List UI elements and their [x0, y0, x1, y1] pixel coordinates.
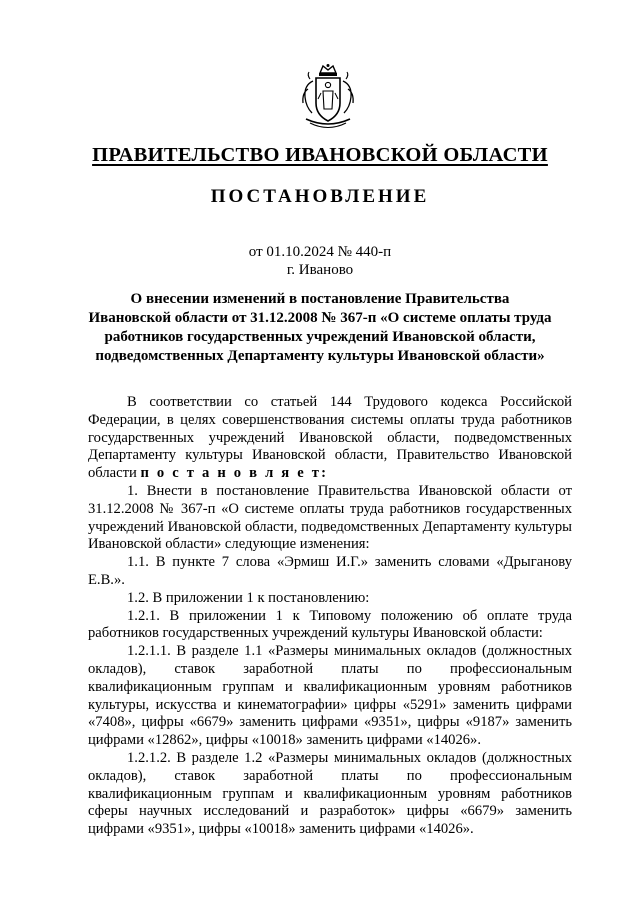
subject-line: работников государственных учреждений Ивановской области,: [104, 329, 536, 345]
document-body: [88, 394, 572, 839]
subject-line: Ивановской области от 31.12.2008 № 367-п «О системе оплаты труда: [88, 310, 552, 326]
preamble-text: В соответствии со статьей 144 Трудового кодекса Российской Федерации, в целях совершенствования системы оплаты труда работников государственных учреждений Ивановской области, подведомственных Департаменту культуры Ивановской области, Правительство Ивановской области: [88, 394, 572, 482]
paragraph-1-1: 1.1. В пункте 7 слова «Эрмиш И.Г.» заменить словами «Дрыганову Е.В.».: [88, 554, 572, 588]
ivanovo-coat-of-arms-icon: [296, 63, 360, 133]
paragraph-1-2-1-2: 1.2.1.2. В разделе 1.2 «Размеры минимальных окладов (должностных окладов), ставок заработной платы по профессиональным квалификационным группам и квалификационным уровням работников сферы научных исследований и разработок» цифры «6679» заменить цифрами «9351», цифры «10018» заменить цифрами «14026».: [88, 749, 572, 838]
document-city: г. Иваново: [286, 262, 354, 278]
paragraph-1-2-1-1: 1.2.1.1. В разделе 1.1 «Размеры минимальных окладов (должностных окладов), ставок заработной платы по профессиональным квалификационным группам и квалификационным уровням работников культуры, искусства и кинематографии» цифры «5291» заменить цифрами «7408», цифры «6679» заменить цифрами «9351», цифры «9187» заменить цифрами «12862», цифры «10018» заменить цифрами «14026».: [88, 643, 572, 749]
document-type-heading: ПОСТАНОВЛЕНИЕ: [210, 186, 430, 207]
paragraph-1-2-1: 1.2.1. В приложении 1 к Типовому положению об оплате труда работников государственных учреждений культуры Ивановской области:: [88, 607, 572, 642]
subject-line: подведомственных Департаменту культуры Ивановской области»: [95, 348, 545, 364]
document-date-number: от 01.10.2024 № 440-п: [248, 244, 392, 260]
paragraph-1-2: 1.2. В приложении 1 к постановлению:: [127, 589, 370, 606]
document-subject: [80, 290, 560, 366]
decree-word: п о с т а н о в л я е т:: [140, 465, 329, 482]
government-name: ПРАВИТЕЛЬСТВО ИВАНОВСКОЙ ОБЛАСТИ: [92, 144, 548, 166]
subject-line: О внесении изменений в постановление Правительства: [130, 291, 510, 307]
paragraph-1: 1. Внести в постановление Правительства Ивановской области от 31.12.2008 № 367-п «О системе оплаты труда работников государственных учреждений Ивановской области, подведомственных Департаменту культуры Ивановской области» следующие изменения:: [88, 482, 572, 553]
preamble-paragraph: [88, 394, 572, 483]
